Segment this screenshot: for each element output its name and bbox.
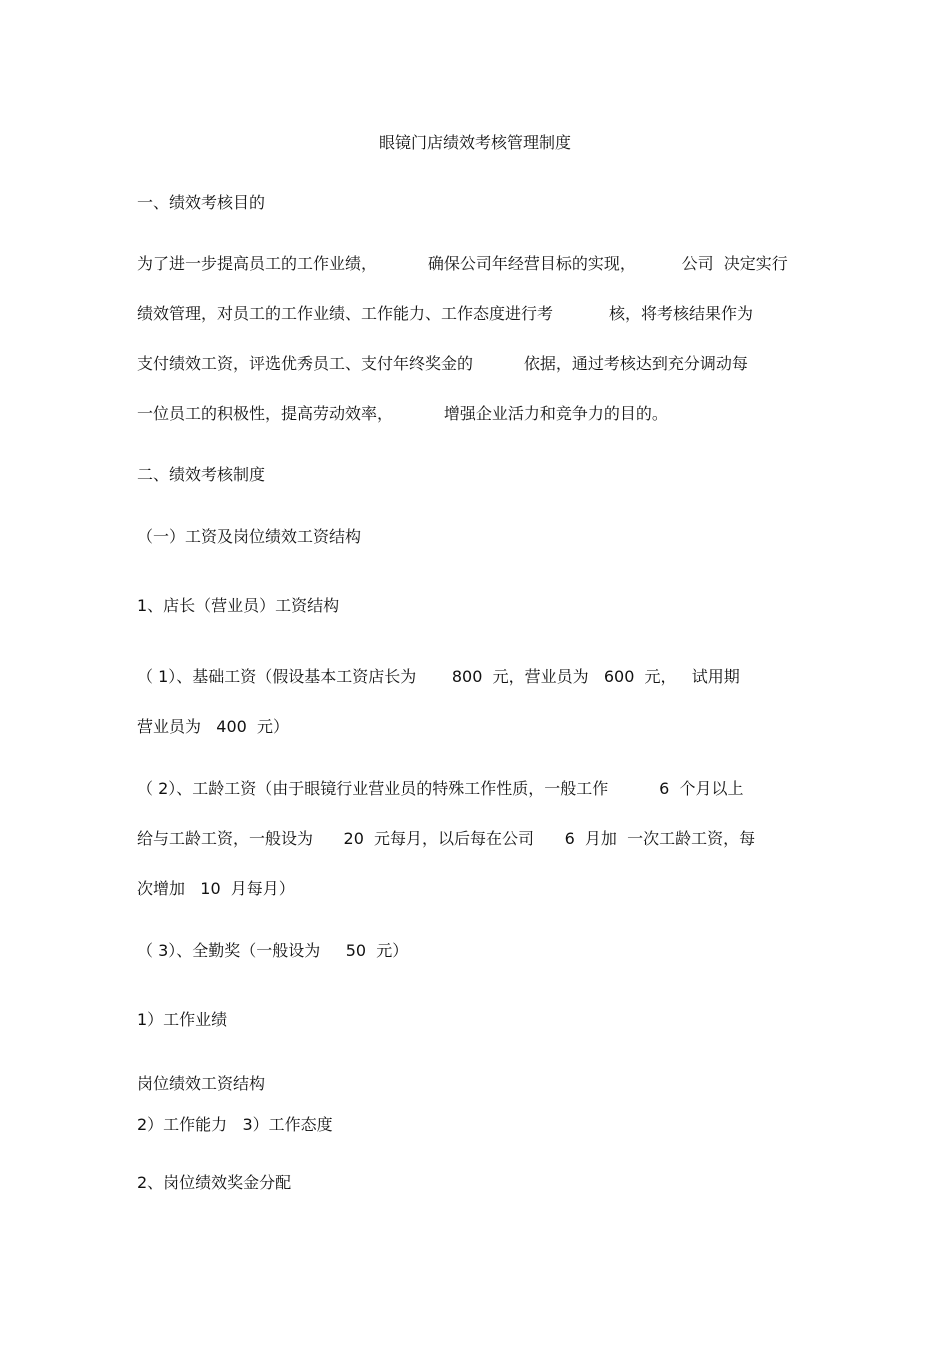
paragraph-line: （ 3）、全勤奖（一般设为 50 元）	[137, 941, 409, 960]
section-heading-system: 二、绩效考核制度	[137, 465, 266, 484]
paragraph-line: 营业员为 400 元）	[137, 717, 289, 736]
item-heading: 1、店长（营业员）工资结构	[137, 596, 340, 615]
paragraph-line: 绩效管理，对员工的工作业绩、工作能力、工作态度进行考 核，将考核结果作为	[137, 304, 753, 323]
paragraph-line: （ 1）、基础工资（假设基本工资店长为 800 元，营业员为 600 元， 试用期	[137, 667, 740, 686]
subsection-heading: （一）工资及岗位绩效工资结构	[137, 527, 362, 546]
list-item: 1）工作业绩	[137, 1010, 228, 1029]
paragraph-line: 一位员工的积极性，提高劳动效率， 增强企业活力和竞争力的目的。	[137, 404, 668, 423]
item-heading: 2、岗位绩效奖金分配	[137, 1173, 292, 1192]
section-heading-purpose: 一、绩效考核目的	[137, 193, 266, 212]
paragraph-line: 给与工龄工资，一般设为 20 元每月，以后每在公司 6 月加 一次工龄工资，每	[137, 829, 756, 848]
paragraph-line: 次增加 10 月每月）	[137, 879, 295, 898]
document-title: 眼镜门店绩效考核管理制度	[378, 133, 571, 152]
list-item: 岗位绩效工资结构	[137, 1074, 266, 1093]
list-item: 2）工作能力 3）工作态度	[137, 1115, 333, 1134]
paragraph-line: （ 2）、工龄工资（由于眼镜行业营业员的特殊工作性质，一般工作 6 个月以上	[137, 779, 744, 798]
paragraph-line: 支付绩效工资，评选优秀员工、支付年终奖金的 依据，通过考核达到充分调动每	[137, 354, 748, 373]
paragraph-line: 为了进一步提高员工的工作业绩， 确保公司年经营目标的实现， 公司 决定实行	[137, 254, 788, 273]
